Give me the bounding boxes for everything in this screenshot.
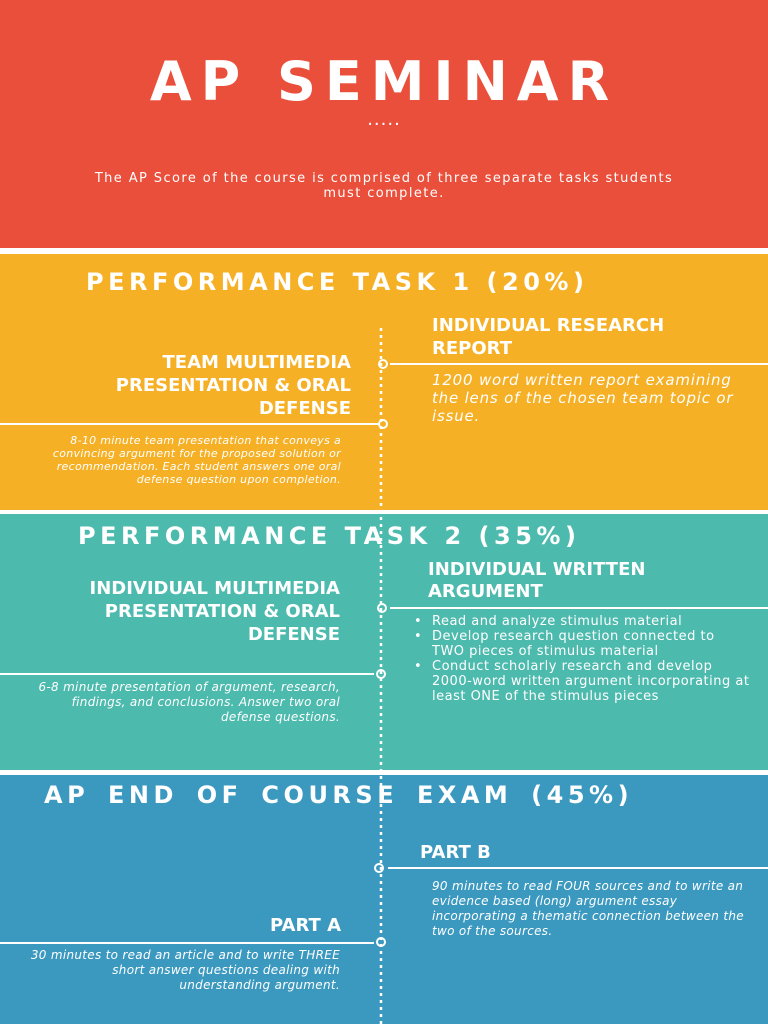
task2-left-description: 6-8 minute presentation of argument, research, findings, and conclusions. Answer two oral defense questions. [38, 680, 340, 724]
task1-right-description: 1200 word written report examining the lens of the chosen team topic or issue. [432, 371, 734, 425]
task2-title: PERFORMANCE TASK 2 (35%) [78, 522, 581, 550]
intro-text: The AP Score of the course is comprised of three separate tasks students must complete. [94, 171, 674, 201]
task2-left-heading: INDIVIDUAL MULTIMEDIA PRESENTATION & ORAL DEFENSE [89, 578, 340, 645]
title-divider: ····· [367, 114, 401, 135]
list-item: • Conduct scholarly research and develop 2000-word written argument incorporating at least ONE of the stimulus pieces [410, 659, 750, 704]
task2-bullet-list [410, 614, 750, 704]
page-title: AP SEMINAR [149, 50, 619, 113]
header-section [0, 0, 768, 248]
timeline-node [374, 863, 384, 873]
part-a-description: 30 minutes to read an article and to write THREE short answer questions dealing with understanding argument. [30, 948, 340, 992]
exam-title: AP END OF COURSE EXAM (45%) [44, 781, 634, 809]
task1-left-connector [0, 423, 378, 425]
task2-left-connector [0, 673, 374, 675]
performance-task-1-section [0, 254, 768, 510]
timeline-node [377, 603, 387, 613]
part-b-description: 90 minutes to read FOUR sources and to write an evidence based (long) argument essay incorporating a thematic connection between the two of the sources. [432, 879, 744, 938]
list-item: • Read and analyze stimulus material [410, 614, 750, 629]
timeline-node [378, 359, 388, 369]
task1-title: PERFORMANCE TASK 1 (20%) [86, 268, 589, 296]
part-a-connector [0, 942, 374, 944]
task1-left-description: 8-10 minute team presentation that conveys a convincing argument for the proposed solution or recommendation. Each student answers one oral defense question upon completion. [52, 434, 341, 486]
part-b-connector [388, 867, 768, 869]
timeline-node [376, 937, 386, 947]
exam-section [0, 775, 768, 1024]
task2-right-connector [390, 607, 768, 609]
timeline-node [378, 419, 388, 429]
list-item: • Develop research question connected to TWO pieces of stimulus material [410, 629, 750, 659]
task2-right-heading: INDIVIDUAL WRITTEN ARGUMENT [428, 559, 646, 602]
part-a-heading: PART A [270, 915, 341, 936]
task1-right-connector [390, 363, 768, 365]
part-b-heading: PART B [420, 842, 491, 863]
task1-right-heading: INDIVIDUAL RESEARCH REPORT [432, 315, 665, 359]
task1-left-heading: TEAM MULTIMEDIA PRESENTATION & ORAL DEFENSE [115, 352, 351, 419]
performance-task-2-section [0, 514, 768, 770]
timeline-node [376, 669, 386, 679]
